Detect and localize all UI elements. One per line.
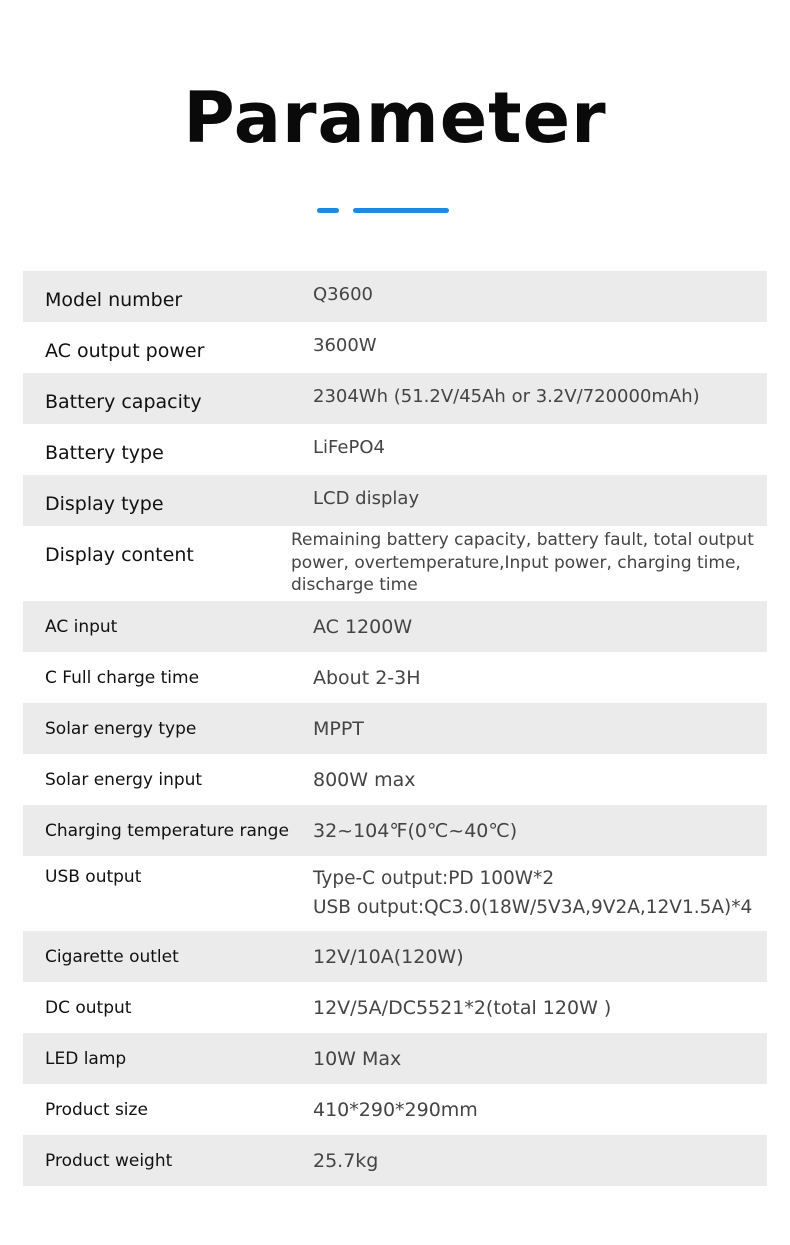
spec-value: 32~104℉(0℃~40℃) (313, 820, 518, 842)
spec-label: Solar energy input (45, 770, 203, 790)
spec-value: AC 1200W (313, 616, 413, 638)
spec-label: Product size (45, 1100, 148, 1120)
spec-value: 3600W (313, 335, 377, 356)
spec-row-battery-type (23, 424, 767, 475)
spec-value: 800W max (313, 769, 416, 791)
title-accent-bar (353, 208, 449, 213)
spec-value (313, 864, 752, 922)
spec-row-led-lamp (23, 1033, 767, 1084)
spec-label: LED lamp (45, 1049, 127, 1069)
spec-row-charging-temperature-range (23, 805, 767, 856)
spec-row-solar-energy-input (23, 754, 767, 805)
spec-label: Battery type (45, 442, 164, 464)
spec-value: 410*290*290mm (313, 1099, 478, 1121)
spec-row-model-number (23, 271, 767, 322)
spec-label: AC input (45, 617, 118, 637)
spec-label: Model number (45, 289, 183, 311)
spec-value: LiFePO4 (313, 437, 385, 458)
spec-value-line: Type-C output:PD 100W*2 (313, 868, 555, 889)
spec-row-usb-output (23, 856, 767, 931)
spec-row-product-weight (23, 1135, 767, 1186)
spec-label: AC output power (45, 340, 205, 362)
spec-row-display-type (23, 475, 767, 526)
spec-row-dc-output (23, 982, 767, 1033)
spec-label: C Full charge time (45, 668, 200, 688)
spec-table (23, 271, 767, 1186)
spec-row-ac-input (23, 601, 767, 652)
spec-value: 12V/5A/DC5521*2(total 120W ) (313, 997, 612, 1019)
spec-row-solar-energy-type (23, 703, 767, 754)
spec-value: About 2-3H (313, 667, 421, 689)
spec-label: Display type (45, 493, 164, 515)
spec-label: DC output (45, 998, 132, 1018)
spec-row-display-content (23, 526, 767, 601)
page-title: Parameter (183, 77, 607, 159)
spec-row-full-charge-time (23, 652, 767, 703)
spec-value: LCD display (313, 488, 420, 509)
spec-row-product-size (23, 1084, 767, 1135)
spec-row-cigarette-outlet (23, 931, 767, 982)
spec-label: USB output (45, 867, 142, 887)
spec-value: 12V/10A(120W) (313, 946, 464, 968)
spec-value: 2304Wh (51.2V/45Ah or 3.2V/720000mAh) (313, 386, 700, 407)
spec-value: MPPT (313, 718, 364, 740)
spec-label: Product weight (45, 1151, 173, 1171)
spec-label: Display content (45, 544, 194, 566)
spec-label: Charging temperature range (45, 821, 289, 841)
spec-value: 25.7kg (313, 1150, 379, 1172)
spec-value: Q3600 (313, 284, 373, 305)
spec-value: 10W Max (313, 1048, 402, 1070)
title-accent-dash (317, 208, 339, 213)
spec-label: Cigarette outlet (45, 947, 179, 967)
spec-value-line: USB output:QC3.0(18W/5V3A,9V2A,12V1.5A)*4 (313, 897, 753, 918)
spec-row-ac-output-power (23, 322, 767, 373)
spec-label: Solar energy type (45, 719, 197, 739)
spec-label: Battery capacity (45, 391, 202, 413)
spec-value: Remaining battery capacity, battery fault, total output power, overtemperature,Input power, charging time, discharge time (291, 530, 754, 595)
spec-row-battery-capacity (23, 373, 767, 424)
